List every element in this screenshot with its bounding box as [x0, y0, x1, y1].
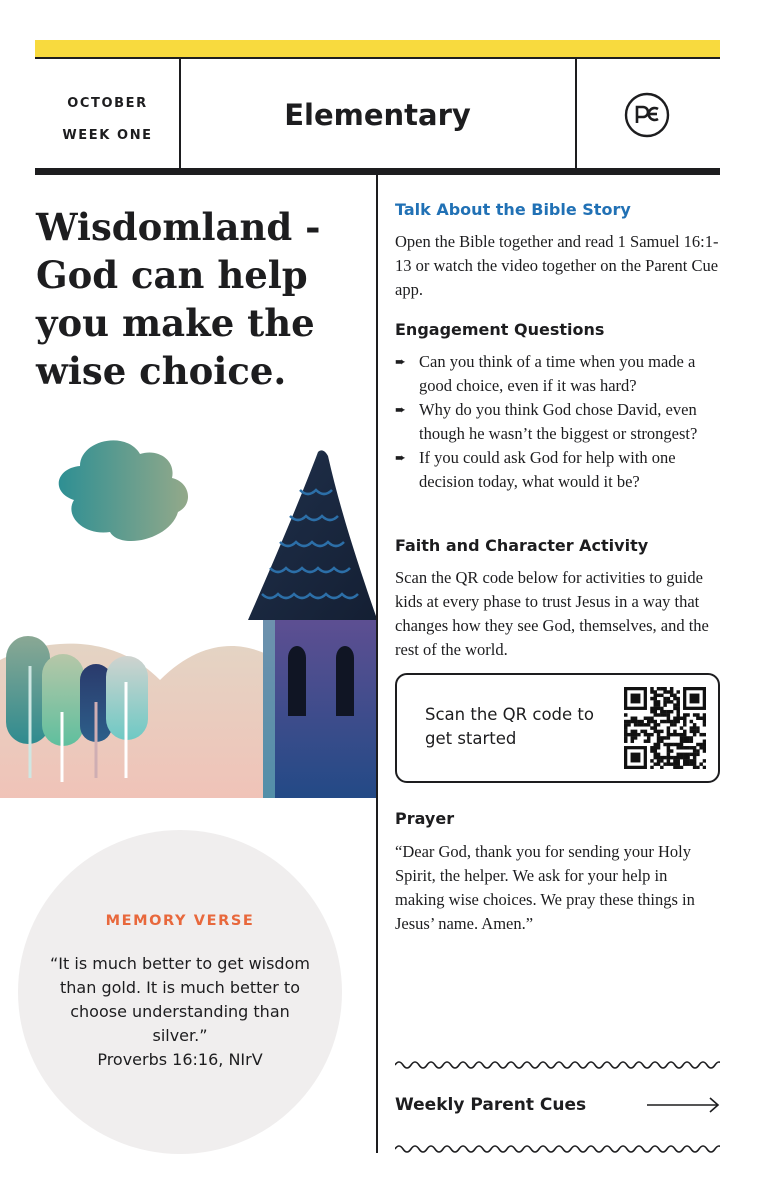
arrow-right-icon[interactable]: [646, 1096, 720, 1114]
engagement-heading: Engagement Questions: [395, 320, 605, 339]
top-accent-bar: [35, 40, 720, 57]
column-divider: [376, 175, 378, 1153]
memory-verse-reference: Proverbs 16:16, NIrV: [97, 1050, 263, 1069]
qr-code-icon[interactable]: [624, 687, 706, 769]
header-rule: [35, 168, 720, 175]
pointing-hand-icon: ➨: [395, 354, 406, 369]
bible-story-heading: Talk About the Bible Story: [395, 200, 631, 219]
wavy-divider: [395, 1142, 720, 1156]
pointing-hand-icon: ➨: [395, 450, 406, 465]
illustration: [0, 420, 376, 798]
list-item: ➨ Can you think of a time when you made a good choice, even if it was hard?: [395, 352, 696, 395]
list-item: ➨ Why do you think God chose David, even though he wasn’t the biggest or strongest?: [395, 400, 698, 443]
pointing-hand-icon: ➨: [395, 402, 406, 417]
memory-verse-label: MEMORY VERSE: [105, 913, 255, 929]
memory-verse: [48, 952, 312, 1072]
grade-title: Elementary: [284, 98, 471, 132]
prayer-heading: Prayer: [395, 809, 455, 828]
qr-text: Scan the QR code to get started: [425, 705, 594, 748]
activity-text: Scan the QR code below for activities to guide kids at every phase to trust Jesus in a way that changes how they see God, themselves, and the rest of the world.: [395, 568, 709, 659]
tower: [248, 450, 376, 798]
parent-cue-logo: [624, 92, 670, 138]
list-item: ➨ If you could ask God for help with one decision today, what would it be?: [395, 448, 676, 491]
date-block: [35, 88, 180, 152]
memory-verse-text: “It is much better to get wisdom than gold. It is much better to choose understanding than silver.”: [50, 954, 310, 1045]
header-divider: [575, 57, 577, 169]
weekly-parent-cues-link[interactable]: Weekly Parent Cues: [395, 1095, 587, 1115]
lesson-title: Wisdomland - God can help you make the wise choice.: [36, 205, 321, 393]
engagement-questions: [395, 350, 720, 494]
week-label: WEEK ONE: [62, 128, 153, 143]
bible-story-text: Open the Bible together and read 1 Samuel 16:1-13 or watch the video together on the Parent Cue app.: [395, 232, 719, 299]
month-label: OCTOBER: [67, 96, 148, 111]
cloud: [59, 440, 188, 541]
prayer-text: “Dear God, thank you for sending your Holy Spirit, the helper. We ask for your help in making wise choices. We pray these things in Jesus’ name. Amen.”: [395, 842, 695, 933]
activity-heading: Faith and Character Activity: [395, 536, 649, 555]
wavy-divider: [395, 1058, 720, 1072]
